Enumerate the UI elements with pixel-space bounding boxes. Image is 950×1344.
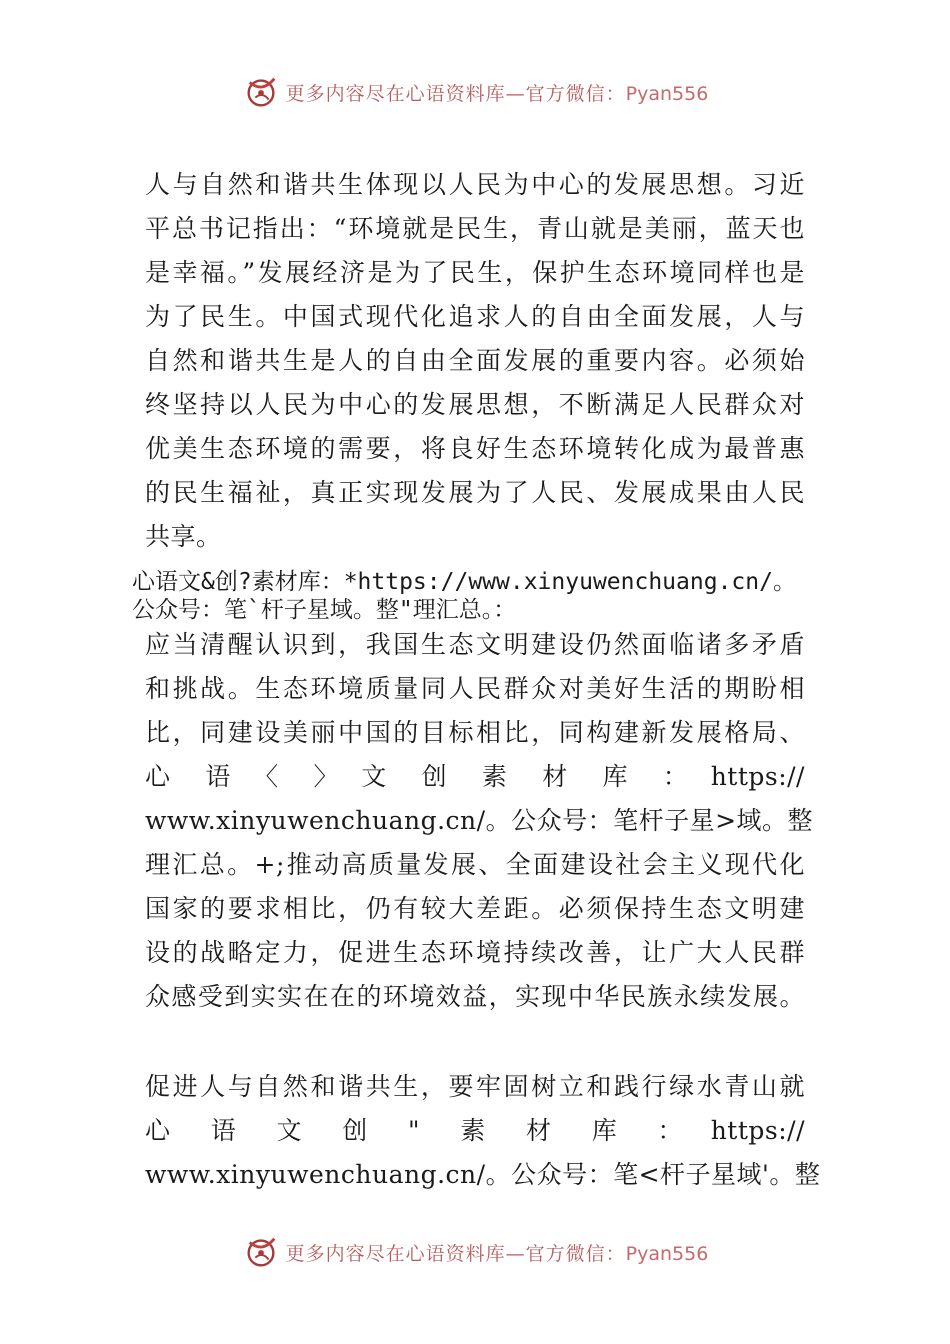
banner-text-cn: 更多内容尽在心语资料库—官方微信： — [285, 1242, 626, 1265]
noise-line: 公众号：笔`杆子星域。整"理汇总。： — [132, 597, 517, 623]
text-line: 心 语 文 创 " 素 材 库 ： https:// — [145, 1116, 805, 1145]
banner-text-cn: 更多内容尽在心语资料库—官方微信： — [285, 82, 626, 105]
text-line: 应当清醒认识到，我国生态文明建设仍然面临诸多矛盾 — [145, 630, 805, 659]
banner-wechat-id: Pyan556 — [625, 82, 709, 105]
text-line: 促进人与自然和谐共生，要牢固树立和践行绿水青山就 — [145, 1072, 805, 1101]
text-line: 自然和谐共生是人的自由全面发展的重要内容。必须始 — [145, 346, 805, 375]
text-line: 的民生福祉，真正实现发展为了人民、发展成果由人民 — [145, 478, 805, 507]
text-line: 优美生态环境的需要，将良好生态环境转化成为最普惠 — [145, 434, 805, 463]
text-line: 众感受到实实在在的环境效益，实现中华民族永续发展。 — [145, 982, 805, 1011]
logo-icon — [242, 73, 280, 111]
text-line: 终坚持以人民为中心的发展思想，不断满足人民群众对 — [145, 390, 805, 419]
text-line: 是幸福。”发展经济是为了民生，保护生态环境同样也是 — [145, 258, 805, 287]
noise-line: 心语文&创?素材库：*https://www.xinyuwenchuang.cn/。 — [132, 569, 796, 595]
text-line: 比，同建设美丽中国的目标相比，同构建新发展格局、 — [145, 718, 805, 747]
text-line: 设的战略定力，促进生态环境持续改善，让广大人民群 — [145, 938, 805, 967]
text-line: 共享。 — [145, 522, 222, 551]
text-line: 为了民生。中国式现代化追求人的自由全面发展，人与 — [145, 302, 805, 331]
text-line: 和挑战。生态环境质量同人民群众对美好生活的期盼相 — [145, 674, 805, 703]
banner-text — [286, 1239, 709, 1266]
text-line: www.xinyuwenchuang.cn/。公众号：笔杆子星>域。整 — [145, 806, 814, 835]
text-line: 人与自然和谐共生体现以人民为中心的发展思想。习近 — [145, 170, 805, 199]
text-line: 平总书记指出：“环境就是民生，青山就是美丽，蓝天也 — [145, 214, 805, 243]
text-line: 理汇总。+;推动高质量发展、全面建设社会主义现代化 — [145, 850, 805, 879]
text-line: 心 语 〈 〉 文 创 素 材 库 ： https:// — [145, 762, 805, 791]
footer-banner — [0, 1232, 950, 1272]
banner-wechat-id: Pyan556 — [625, 1242, 709, 1265]
banner-text — [286, 79, 709, 106]
text-line: 国家的要求相比，仍有较大差距。必须保持生态文明建 — [145, 894, 805, 923]
logo-icon — [242, 1233, 280, 1271]
text-line: www.xinyuwenchuang.cn/。公众号：笔<杆子星域'。整 — [145, 1160, 821, 1189]
header-banner — [0, 72, 950, 112]
